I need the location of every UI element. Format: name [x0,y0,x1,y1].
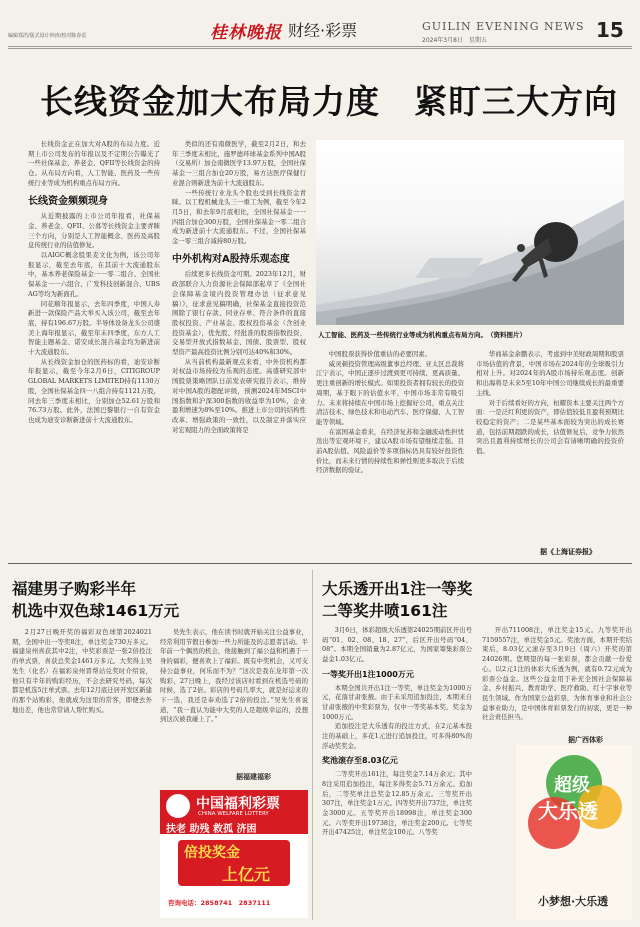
ad-lottery-name: 中国福利彩票 [196,796,280,812]
ad-slogan: 扶老 助残 救孤 济困 [166,824,257,835]
article-paragraph: 后续更多长线资金可期。2023年12月，财政部联合人力资源社会保障部起草了《全国社会保障基金境内投资管理办法（征求意见稿）》，征求意见稿明确，社保基金直接投资范围除了银行存款、同业存单、符合条件的直接股权投资、产业基金、股权投资基金（含创业投资基金），优先股、经批准的股票指数投资、交易型开放式指数基金、国债、股票型、股权型资产最高投资比例分别可达40%和30%。 [172,270,306,357]
photo-caption: 人工智能、医药及一些传统行业等成为机构重点布局方向。 （资料图片） [318,331,526,339]
article-paragraph: 从当前机构最新观点来看，中外资机构都对权益市场持较为乐观的态度。高盛研究部中国股票策略团队日前发表研究报告表示，维持对中国A股的超配评级，预测2024年MSCI中国指数和沪深300指数的收益率为10%，企业盈利增速为8%至10%。推进上市公司的结构性改革、增强政策的一致性，以及制定并落实应对宏观阻力的全面政策将是 [172,357,306,434]
ad-lottery-english: CHINA WELFARE LOTTERY [198,811,269,817]
welfare-lottery-ad [160,790,308,918]
story2-col-1 [322,626,472,922]
article-paragraph: 对于后续看好的方向，桓耀资本主要关注两个方面：一是泛红利更的资产，即估值较低且盈利预期比较稳定的资产；二是某些基本面较为突出的成长赛道，包括前期超跌的成长，估值修复后，竞争力依然突出且盈利持续增长的公司会有请晰明确的投资价值。 [476,398,624,456]
article-paragraph: 在富国基金看来，在经济复苏和金融流动性担忧迭出等宏观环境下，建议A股市场有望继续走强。目前A股估值、风险溢价等多项指标仍具有较好投资性价比，而未来行情的持续性和弹性则更多取决于后续经济数据的验证。 [316,427,464,475]
article-paragraph: 2月27日晚开奖的福彩双色球第2024021期，全国中出一等奖8注，单注奖金730万多元。福建泉州喜获其中2注，中奖彩票是一张2倍投注的单式票，喜获总奖金1461万多元。大奖得主吴先生（化名）在福彩泉州晋帮站兑奖时介绍说，他只有半年的购彩经历，不会去研究号码，每次都是机选5注单式票。去年12月底迁居开发区新建的那个站购彩，他就成为这里的常客，即便去外地出差，他也常常请人帮忙购买。 [12,628,152,714]
main-subhead-1: 长线资金频频现身 [28,195,108,207]
header-rule [8,46,632,47]
main-article-col-1 [28,140,160,450]
article-paragraph: 追加投注是大乐透有的投注方式，在2元基本投注的基础上，多花1元进行追加投注，可多得80%的浮动奖奖金。 [322,722,472,750]
issue-date: 2024年3月8日 星期五 [422,37,487,44]
story2-headline-line2: 二等奖井喷161注 [322,602,448,620]
main-article-col-4 [476,350,624,542]
article-photo [316,140,624,325]
stair-climb-illustration [316,140,624,325]
main-headline: 长线资金加大布局力度 紧盯三大方向 [40,82,618,121]
ad-title-line1: 超级 [554,775,590,796]
story2-subhead-2: 奖池滚存至8.03亿元 [322,756,398,766]
page-header [0,0,640,48]
column-divider [312,570,313,920]
story2-col-2 [482,626,632,734]
welfare-lottery-logo-icon [166,794,190,818]
newspaper-logo: 桂林晚报 [210,23,282,43]
ad-promo-amount: 上亿元 [222,865,271,884]
story2-headline [322,578,472,622]
main-article-col-3 [316,350,464,542]
main-subhead-2: 中外机构对A股持乐观态度 [172,253,290,265]
section-divider [8,563,632,564]
article-paragraph: 开出711008注，单注奖金15元。九等奖开出7159557注，单注奖金5元。奖池方面，本期开奖结束后，8.03亿元滚存至3月9日（周六）开奖的第24026期。您期望的每一张彩票，都会贡献一份爱心。以2元1注的体彩大乐透为例，就有0.72元成为彩票公益金。这些公益金用于补充全国社会保障基金、乡村振兴、教育助学、医疗救助、红十字事业等民生领域。作为国家公益彩票，为体育事业和社会公益事业助力，是中国体育彩票发行的初衷，更是一种社会责任担当。 [482,626,632,722]
ad-promo-text: 倍投奖金 [184,845,240,861]
story2-subhead-1: 一等奖开出1注1000万元 [322,669,414,679]
article-paragraph: 长线资金正在加大对A股的布局力度。近期上市公司发布的年报以及不定期公告曝光了一些社保基金、养老金、QFII等长线资金的持仓。从布局方向看，人工智能、医药及一些传统行业等成为机构重点布局方向。 [28,140,160,187]
story1-source: 据福建福彩 [236,773,271,781]
story2-source: 据广西体彩 [568,736,603,744]
article-paragraph: 吴先生表示，他在读书时就开始关注公益事业，经常利用节假日参加一些力所能及的志愿者活动。半年前一个偶然的机会，他接触到了福公益和机遇于一身的福彩，便喜欢上了福彩。既有中奖机会，又可支持公益事业，何乐而不为？“这次是我在龙年第一次购彩，27日晚上，我经过该店时看到在机选号码的时候，选了2倍。彩店的号码几率大，就是好运来的下一选，我还是奉劝选了2倍的投注。”吴先生喜说道，“我一直认为能中大奖的人是超级幸运的，没想到这次被我碰上了。” [160,628,308,724]
super-lotto-ad [516,745,632,920]
story1-headline-line1: 福建男子购彩半年 [12,580,137,598]
main-source-credit: 据《上海证券报》 [540,548,596,556]
article-paragraph: 威灵顿投资管理高级董事总经理、亚太区总裁蒋江宁表示，中国正逐步过渡到更可持续、更高质量、更注重创新的增长模式。如果投资者拥有较长的投资周期，基于眼下的估值水平，中国市场非常有吸引力。未来将持续在中国市场上挖掘好公司，重点关注清洁技术、绿色技术和电动汽车、医疗保健、人工智能等领域。 [316,359,464,426]
article-paragraph: 本期全国共开出1注一等奖，单注奖金为1000万元，花落甘肃张掖。由于未采用追加投注，本期来自甘肃张掖的中奖彩票为，仅中一等奖基本奖，奖金为1000万元。 [322,683,472,721]
article-paragraph: 二等奖开出161注，每注奖金7.14万余元；其中8注采用追加投注，每注多得奖金5.71万余元。追加后，二等奖单注总奖金12.85万余元。三等奖开出307注，单注奖金1万元。四等奖开出737注，单注奖金3000元。五等奖开出18998注，单注奖金300元。六等奖开出19738注，单注奖金200元。七等奖开出47425注，单注奖金100元。八等奖 [322,770,472,837]
article-paragraph: 类似的还有南微医学，截至2月2日，和去年三季度末相比，施罗德环球基金系列中国A股（交易所）加仓南微医学13.97万股，全国社保基金一三组合加仓20万股，易方达医疗保健行业混合则新进为前十大流通股东。 [172,140,306,187]
editor-credits: 编辑郑浩/版式设计钟涛/校对陈春雷 [8,33,87,39]
story1-headline [12,578,179,622]
ad-hotline: 咨询电话：2858741 2837111 [168,899,271,907]
ad-title-line2: 大乐透 [538,799,598,823]
ad-slogan: 小梦想·大乐透 [538,895,609,908]
article-paragraph: 华商基金余鹏表示，考虑到中美财政周期和股票市场估值的背景，中国市场在2024年的全球吸引力相对上升。对2024年的A股市场持乐观态度。创新和出海将是未来5至10年中国公司继续成长的最重要主线。 [476,350,624,397]
article-paragraph: 以AIGC概念股果麦文化为例，该公司年报显示，截至去年底，在其前十大流通股东中，基本养老保险基金一一零二组合、全国社保基金一一六组合、广发科技创新混合、UBS AG等均为新面孔。 [28,251,160,298]
article-paragraph: 中国股票获得价值重估的必要因素。 [328,350,432,358]
main-article-col-2 [172,140,306,532]
section-title: 财经·彩票 [288,21,358,40]
article-paragraph: 从近期披露的上市公司年报看，社保基金、养老金、QFII、公募等长线资金主要青睐三个方向，分别是人工智能概念、医药及高股息传统行业的估值修复。 [28,212,160,250]
story1-headline-line2: 机选中双色球1461万元 [12,602,180,620]
header-rule-double [8,48,632,49]
article-paragraph: 一些传统行业龙头个股也受到长线资金青睐。以工程机械龙头三一重工为例，截至今年2月5日，和去年9月底相比，全国社保基金一一四组合加仓300万股，全国社保基金一零二组合成为新进前十大流通股东。不过，全国社保基金一零三组合减持80万股。 [172,188,306,246]
story1-col-2 [160,628,308,786]
story2-headline-line1: 大乐透开出1注一等奖 [322,580,473,598]
newspaper-english-name: GUILIN EVENING NEWS [422,20,585,33]
article-paragraph: 从长线资金加仓的医药标的看，迪安诊断年报显示，截至今年2月6日，CITIGROUP GLOBAL MARKETS LIMITED持有1130万股，全国社保基金四一八组合持有1121万股，同去年三季度末相比，分别加仓52.61万股和76.73万股。此外，法国巴黎银行一自有资金也成为迪安诊断新进前十大流通股东。 [28,357,160,424]
page-number: 15 [596,18,624,42]
article-paragraph: 同花顺年报显示，去年四季度，中国人寿新进一款保险产品大举买入该公司，截至去年底，持有196.67万股。半导体设备龙头公司盛美上海年报显示，截至年末四季度，东方人工智能主题基金、诺安成长混合基金均为新进前十大流通股东。 [28,299,160,357]
article-paragraph: 3月6日，体彩超级大乐透第24025期前区开出号码“01、02、08、18、27”，后区开出号码“04、08”。本期全国销量为2.87亿元，为国家筹集彩票公益金1.03亿元。 [322,626,472,664]
story1-col-1 [12,628,152,920]
